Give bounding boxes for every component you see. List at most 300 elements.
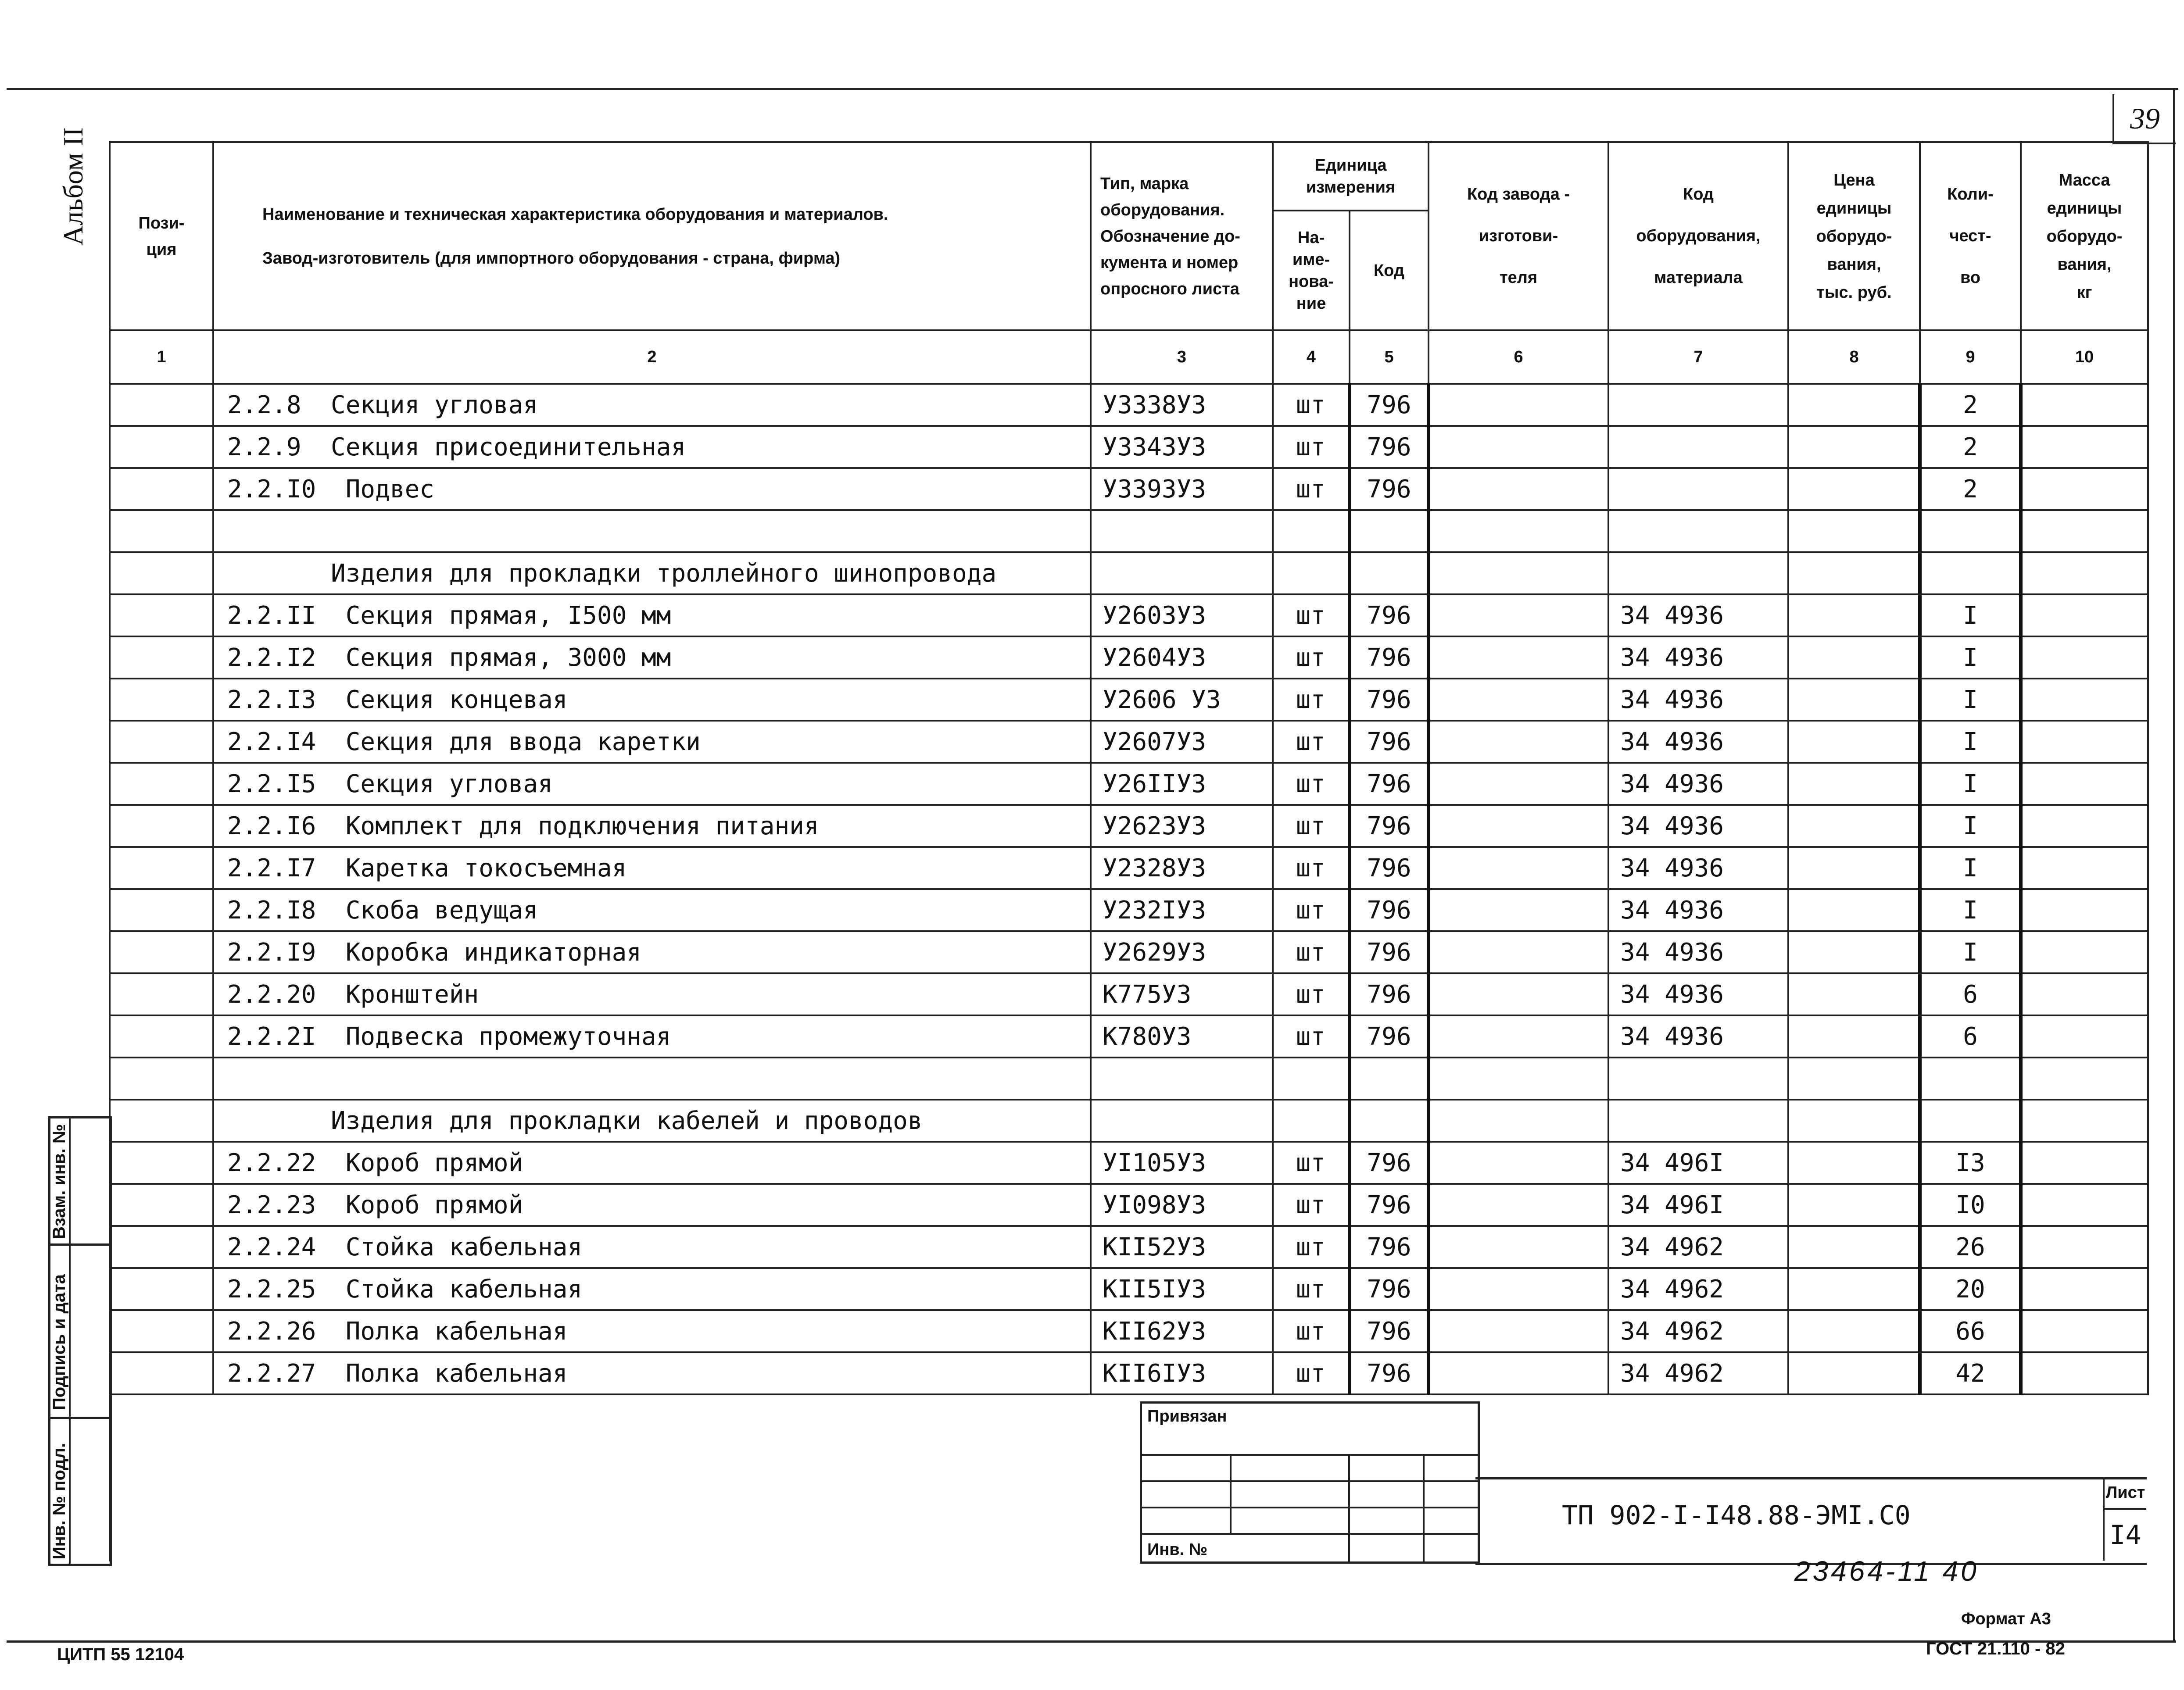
cell-unit: [1273, 1100, 1350, 1142]
citp-label: ЦИТП 55 12104: [57, 1645, 184, 1664]
cell-qty: [1920, 552, 2021, 594]
side-label-inv-podl: Инв. № подл.: [50, 1443, 69, 1559]
cell-name: 2.2.9 Секция присоединительная: [213, 426, 1091, 468]
cell-code: 796: [1350, 763, 1429, 805]
header-factory-code: Код завода - изготови- теля: [1429, 142, 1608, 330]
cell-equip: 34 4936: [1608, 636, 1788, 679]
cell-qty: 2: [1920, 384, 2021, 426]
cell-unit: шт: [1273, 1142, 1350, 1184]
cell-factory: [1429, 889, 1608, 931]
column-number-4: 4: [1273, 330, 1350, 384]
cell-type: У2607У3: [1091, 721, 1273, 763]
cell-name: 2.2.I7 Каретка токосъемная: [213, 847, 1091, 889]
table-row: [110, 763, 2148, 805]
cell-name: [213, 1058, 1091, 1100]
cell-qty: I: [1920, 636, 2021, 679]
table-row: [110, 552, 2148, 594]
cell-mass: [2021, 1015, 2148, 1058]
cell-factory: [1429, 426, 1608, 468]
header-row-top: [110, 142, 2148, 211]
cell-qty: 6: [1920, 1015, 2021, 1058]
cell-qty: I: [1920, 931, 2021, 973]
privyazan-block: [1140, 1401, 1480, 1564]
cell-type: У3343У3: [1091, 426, 1273, 468]
cell-factory: [1429, 1268, 1608, 1310]
table-row: [110, 384, 2148, 426]
cell-factory: [1429, 384, 1608, 426]
cell-equip: 34 4936: [1608, 847, 1788, 889]
album-label: Альбом II: [57, 127, 89, 246]
cell-mass: [2021, 426, 2148, 468]
cell-mass: [2021, 931, 2148, 973]
cell-price: [1788, 468, 1920, 510]
header-type: Тип, марка оборудования. Обозначение до- кумента и номер опросного листа: [1091, 142, 1273, 330]
cell-factory: [1429, 847, 1608, 889]
cell-equip: 34 4936: [1608, 805, 1788, 847]
cell-price: [1788, 636, 1920, 679]
frame-bottom-line: [7, 1640, 2176, 1643]
cell-price: [1788, 1058, 1920, 1100]
cell-mass: [2021, 805, 2148, 847]
cell-pos: [110, 1310, 213, 1352]
cell-code: 796: [1350, 1352, 1429, 1394]
cell-equip: [1608, 510, 1788, 552]
sheet-corner-number: 39: [2112, 94, 2176, 144]
cell-price: [1788, 510, 1920, 552]
cell-equip: [1608, 1058, 1788, 1100]
cell-unit: шт: [1273, 636, 1350, 679]
cell-factory: [1429, 1058, 1608, 1100]
cell-code: 796: [1350, 1310, 1429, 1352]
header-quantity: Коли- чест- во: [1920, 142, 2021, 330]
cell-factory: [1429, 931, 1608, 973]
cell-unit: шт: [1273, 1268, 1350, 1310]
cell-mass: [2021, 763, 2148, 805]
cell-name: 2.2.I6 Комплект для подключения питания: [213, 805, 1091, 847]
gost-label: ГОСТ 21.110 - 82: [1926, 1639, 2065, 1658]
frame-top-line: [7, 88, 2178, 90]
handwritten-number: 23464-11 40: [1794, 1555, 1979, 1587]
cell-name: Изделия для прокладки троллейного шинопровода: [213, 552, 1091, 594]
cell-code: 796: [1350, 847, 1429, 889]
table-row: [110, 1058, 2148, 1100]
cell-code: 796: [1350, 426, 1429, 468]
cell-price: [1788, 721, 1920, 763]
header-mass: Масса единицы оборудо- вания, кг: [2021, 142, 2148, 330]
cell-mass: [2021, 973, 2148, 1015]
cell-unit: шт: [1273, 1310, 1350, 1352]
format-label: Формат А3: [1961, 1610, 2051, 1628]
cell-factory: [1429, 552, 1608, 594]
cell-unit: [1273, 1058, 1350, 1100]
cell-mass: [2021, 510, 2148, 552]
cell-factory: [1429, 510, 1608, 552]
cell-type: У2603У3: [1091, 594, 1273, 636]
cell-equip: [1608, 1100, 1788, 1142]
cell-pos: [110, 763, 213, 805]
header-name: Наименование и техническая характеристика оборудования и материалов. Завод-изготовитель (для импортного оборудования - страна, фирма): [213, 142, 1091, 330]
table-row: [110, 1184, 2148, 1226]
cell-equip: 34 4962: [1608, 1310, 1788, 1352]
cell-name: 2.2.22 Короб прямой: [213, 1142, 1091, 1184]
cell-code: 796: [1350, 1184, 1429, 1226]
table-row: [110, 468, 2148, 510]
cell-type: К780У3: [1091, 1015, 1273, 1058]
cell-unit: [1273, 552, 1350, 594]
cell-type: КII6IУ3: [1091, 1352, 1273, 1394]
cell-qty: 20: [1920, 1268, 2021, 1310]
cell-price: [1788, 384, 1920, 426]
cell-price: [1788, 1184, 1920, 1226]
cell-mass: [2021, 1226, 2148, 1268]
cell-qty: I: [1920, 721, 2021, 763]
table-row: [110, 1310, 2148, 1352]
cell-unit: шт: [1273, 973, 1350, 1015]
cell-mass: [2021, 847, 2148, 889]
cell-equip: 34 4936: [1608, 679, 1788, 721]
cell-type: КII5IУ3: [1091, 1268, 1273, 1310]
table-row: [110, 931, 2148, 973]
cell-qty: I: [1920, 847, 2021, 889]
cell-name: 2.2.I3 Секция концевая: [213, 679, 1091, 721]
cell-pos: [110, 679, 213, 721]
cell-unit: шт: [1273, 426, 1350, 468]
cell-unit: шт: [1273, 468, 1350, 510]
cell-code: 796: [1350, 1226, 1429, 1268]
cell-pos: [110, 1268, 213, 1310]
cell-type: У3393У3: [1091, 468, 1273, 510]
cell-code: 796: [1350, 1142, 1429, 1184]
header-equipment-code: Код оборудования, материала: [1608, 142, 1788, 330]
cell-equip: [1608, 384, 1788, 426]
cell-type: [1091, 552, 1273, 594]
cell-qty: 66: [1920, 1310, 2021, 1352]
cell-unit: шт: [1273, 931, 1350, 973]
cell-unit: [1273, 510, 1350, 552]
document-code: ТП 902-I-I48.88-ЭМI.С0: [1562, 1500, 1911, 1531]
cell-code: 796: [1350, 594, 1429, 636]
table-row: [110, 847, 2148, 889]
header-unit: Единица измерения: [1273, 142, 1429, 211]
table-row: [110, 973, 2148, 1015]
cell-factory: [1429, 763, 1608, 805]
cell-unit: шт: [1273, 889, 1350, 931]
cell-price: [1788, 1310, 1920, 1352]
cell-factory: [1429, 805, 1608, 847]
cell-type: У2606 У3: [1091, 679, 1273, 721]
table-row: [110, 594, 2148, 636]
header-unit-name: На- име- нова- ние: [1273, 211, 1350, 330]
table-row: [110, 1015, 2148, 1058]
cell-pos: [110, 552, 213, 594]
cell-price: [1788, 552, 1920, 594]
cell-qty: I3: [1920, 1142, 2021, 1184]
cell-pos: [110, 1100, 213, 1142]
cell-name: 2.2.I4 Секция для ввода каретки: [213, 721, 1091, 763]
cell-type: УI105У3: [1091, 1142, 1273, 1184]
cell-unit: шт: [1273, 594, 1350, 636]
cell-price: [1788, 426, 1920, 468]
cell-price: [1788, 805, 1920, 847]
cell-equip: 34 496I: [1608, 1142, 1788, 1184]
side-stamp: [48, 1116, 112, 1566]
sheet-label: Лист: [2103, 1477, 2146, 1510]
cell-name: 2.2.8 Секция угловая: [213, 384, 1091, 426]
cell-qty: I: [1920, 889, 2021, 931]
cell-factory: [1429, 1100, 1608, 1142]
cell-mass: [2021, 468, 2148, 510]
cell-name: 2.2.II Секция прямая, I500 мм: [213, 594, 1091, 636]
cell-pos: [110, 1226, 213, 1268]
cell-pos: [110, 1015, 213, 1058]
cell-code: 796: [1350, 1268, 1429, 1310]
cell-type: У232IУ3: [1091, 889, 1273, 931]
cell-name: 2.2.I5 Секция угловая: [213, 763, 1091, 805]
cell-code: 796: [1350, 679, 1429, 721]
cell-type: У2328У3: [1091, 847, 1273, 889]
cell-type: К775У3: [1091, 973, 1273, 1015]
cell-type: У3338У3: [1091, 384, 1273, 426]
cell-equip: 34 4936: [1608, 594, 1788, 636]
table-row: [110, 1268, 2148, 1310]
cell-code: 796: [1350, 384, 1429, 426]
cell-mass: [2021, 552, 2148, 594]
cell-unit: шт: [1273, 1015, 1350, 1058]
cell-pos: [110, 426, 213, 468]
cell-name: 2.2.I8 Скоба ведущая: [213, 889, 1091, 931]
cell-qty: [1920, 1100, 2021, 1142]
table-row: [110, 1100, 2148, 1142]
cell-name: 2.2.I2 Секция прямая, 3000 мм: [213, 636, 1091, 679]
table-row: [110, 889, 2148, 931]
cell-qty: I: [1920, 679, 2021, 721]
column-number-9: 9: [1920, 330, 2021, 384]
cell-price: [1788, 1226, 1920, 1268]
cell-unit: шт: [1273, 1184, 1350, 1226]
inv-label: Инв. №: [1147, 1540, 1208, 1559]
cell-pos: [110, 973, 213, 1015]
cell-mass: [2021, 1142, 2148, 1184]
column-numbers-row: [110, 330, 2148, 384]
cell-mass: [2021, 1100, 2148, 1142]
cell-equip: 34 4936: [1608, 931, 1788, 973]
table-row: [110, 679, 2148, 721]
cell-type: У2604У3: [1091, 636, 1273, 679]
cell-qty: 2: [1920, 468, 2021, 510]
cell-equip: 34 4936: [1608, 889, 1788, 931]
column-number-10: 10: [2021, 330, 2148, 384]
cell-pos: [110, 1184, 213, 1226]
cell-pos: [110, 594, 213, 636]
privyazan-label: Привязан: [1147, 1407, 1227, 1426]
cell-price: [1788, 889, 1920, 931]
cell-code: [1350, 552, 1429, 594]
cell-code: 796: [1350, 889, 1429, 931]
cell-name: 2.2.23 Короб прямой: [213, 1184, 1091, 1226]
cell-name: 2.2.27 Полка кабельная: [213, 1352, 1091, 1394]
cell-mass: [2021, 721, 2148, 763]
cell-unit: шт: [1273, 1226, 1350, 1268]
cell-unit: шт: [1273, 847, 1350, 889]
cell-name: Изделия для прокладки кабелей и проводов: [213, 1100, 1091, 1142]
cell-unit: шт: [1273, 763, 1350, 805]
cell-qty: I: [1920, 805, 2021, 847]
cell-qty: 2: [1920, 426, 2021, 468]
cell-equip: [1608, 426, 1788, 468]
side-label-vzam-inv: Взам. инв. №: [50, 1124, 69, 1239]
cell-price: [1788, 763, 1920, 805]
cell-factory: [1429, 1015, 1608, 1058]
cell-type: УI098У3: [1091, 1184, 1273, 1226]
cell-pos: [110, 721, 213, 763]
cell-code: 796: [1350, 805, 1429, 847]
cell-qty: I: [1920, 594, 2021, 636]
column-number-7: 7: [1608, 330, 1788, 384]
cell-equip: 34 496I: [1608, 1184, 1788, 1226]
side-label-podpis-data: Подпись и дата: [50, 1274, 69, 1410]
cell-mass: [2021, 594, 2148, 636]
specification-table: [109, 141, 2149, 1395]
cell-pos: [110, 636, 213, 679]
cell-price: [1788, 1100, 1920, 1142]
cell-mass: [2021, 1268, 2148, 1310]
cell-name: 2.2.2I Подвеска промежуточная: [213, 1015, 1091, 1058]
cell-code: [1350, 1100, 1429, 1142]
sheet-number: I4: [2103, 1510, 2146, 1561]
cell-unit: шт: [1273, 384, 1350, 426]
cell-qty: 26: [1920, 1226, 2021, 1268]
cell-name: 2.2.20 Кронштейн: [213, 973, 1091, 1015]
column-number-6: 6: [1429, 330, 1608, 384]
cell-type: [1091, 510, 1273, 552]
cell-price: [1788, 594, 1920, 636]
cell-factory: [1429, 636, 1608, 679]
cell-factory: [1429, 721, 1608, 763]
cell-qty: I0: [1920, 1184, 2021, 1226]
cell-equip: 34 4962: [1608, 1352, 1788, 1394]
cell-code: [1350, 510, 1429, 552]
cell-equip: 34 4962: [1608, 1268, 1788, 1310]
table-row: [110, 510, 2148, 552]
cell-type: [1091, 1100, 1273, 1142]
cell-price: [1788, 931, 1920, 973]
cell-pos: [110, 931, 213, 973]
cell-type: У26IIУ3: [1091, 763, 1273, 805]
cell-price: [1788, 1268, 1920, 1310]
cell-price: [1788, 973, 1920, 1015]
cell-unit: шт: [1273, 1352, 1350, 1394]
cell-code: 796: [1350, 931, 1429, 973]
cell-qty: [1920, 1058, 2021, 1100]
column-number-3: 3: [1091, 330, 1273, 384]
cell-mass: [2021, 679, 2148, 721]
cell-equip: 34 4936: [1608, 721, 1788, 763]
cell-factory: [1429, 973, 1608, 1015]
cell-pos: [110, 847, 213, 889]
cell-name: 2.2.I9 Коробка индикаторная: [213, 931, 1091, 973]
cell-factory: [1429, 468, 1608, 510]
cell-equip: 34 4936: [1608, 973, 1788, 1015]
cell-pos: [110, 468, 213, 510]
cell-code: 796: [1350, 1015, 1429, 1058]
column-number-5: 5: [1350, 330, 1429, 384]
cell-code: 796: [1350, 636, 1429, 679]
cell-name: 2.2.26 Полка кабельная: [213, 1310, 1091, 1352]
header-price: Цена единицы оборудо- вания, тыс. руб.: [1788, 142, 1920, 330]
cell-name: [213, 510, 1091, 552]
frame-right-line: [2173, 88, 2175, 1640]
cell-type: КII52У3: [1091, 1226, 1273, 1268]
cell-code: [1350, 1058, 1429, 1100]
cell-qty: 42: [1920, 1352, 2021, 1394]
cell-mass: [2021, 384, 2148, 426]
cell-unit: шт: [1273, 679, 1350, 721]
cell-qty: I: [1920, 763, 2021, 805]
cell-factory: [1429, 679, 1608, 721]
table-row: [110, 1226, 2148, 1268]
cell-code: 796: [1350, 973, 1429, 1015]
cell-equip: [1608, 552, 1788, 594]
cell-equip: 34 4936: [1608, 763, 1788, 805]
cell-mass: [2021, 889, 2148, 931]
cell-equip: 34 4962: [1608, 1226, 1788, 1268]
cell-unit: шт: [1273, 805, 1350, 847]
cell-mass: [2021, 1184, 2148, 1226]
column-number-8: 8: [1788, 330, 1920, 384]
column-number-2: 2: [213, 330, 1091, 384]
cell-factory: [1429, 1184, 1608, 1226]
cell-type: КII62У3: [1091, 1310, 1273, 1352]
table-row: [110, 1142, 2148, 1184]
cell-mass: [2021, 1310, 2148, 1352]
cell-pos: [110, 1058, 213, 1100]
cell-qty: [1920, 510, 2021, 552]
cell-price: [1788, 1142, 1920, 1184]
cell-equip: 34 4936: [1608, 1015, 1788, 1058]
cell-name: 2.2.I0 Подвес: [213, 468, 1091, 510]
table-row: [110, 721, 2148, 763]
cell-price: [1788, 847, 1920, 889]
cell-price: [1788, 1015, 1920, 1058]
cell-qty: 6: [1920, 973, 2021, 1015]
cell-code: 796: [1350, 721, 1429, 763]
cell-pos: [110, 889, 213, 931]
cell-type: У2623У3: [1091, 805, 1273, 847]
cell-name: 2.2.25 Стойка кабельная: [213, 1268, 1091, 1310]
cell-type: У2629У3: [1091, 931, 1273, 973]
cell-type: [1091, 1058, 1273, 1100]
header-unit-code: Код: [1350, 211, 1429, 330]
cell-equip: [1608, 468, 1788, 510]
cell-price: [1788, 679, 1920, 721]
column-number-1: 1: [110, 330, 213, 384]
cell-pos: [110, 510, 213, 552]
table-row: [110, 636, 2148, 679]
header-position: Пози- ция: [110, 142, 213, 330]
cell-code: 796: [1350, 468, 1429, 510]
cell-mass: [2021, 1058, 2148, 1100]
table-row: [110, 426, 2148, 468]
cell-mass: [2021, 636, 2148, 679]
cell-unit: шт: [1273, 721, 1350, 763]
table-row: [110, 805, 2148, 847]
cell-pos: [110, 805, 213, 847]
cell-factory: [1429, 594, 1608, 636]
cell-factory: [1429, 1142, 1608, 1184]
cell-pos: [110, 1142, 213, 1184]
cell-name: 2.2.24 Стойка кабельная: [213, 1226, 1091, 1268]
cell-pos: [110, 384, 213, 426]
